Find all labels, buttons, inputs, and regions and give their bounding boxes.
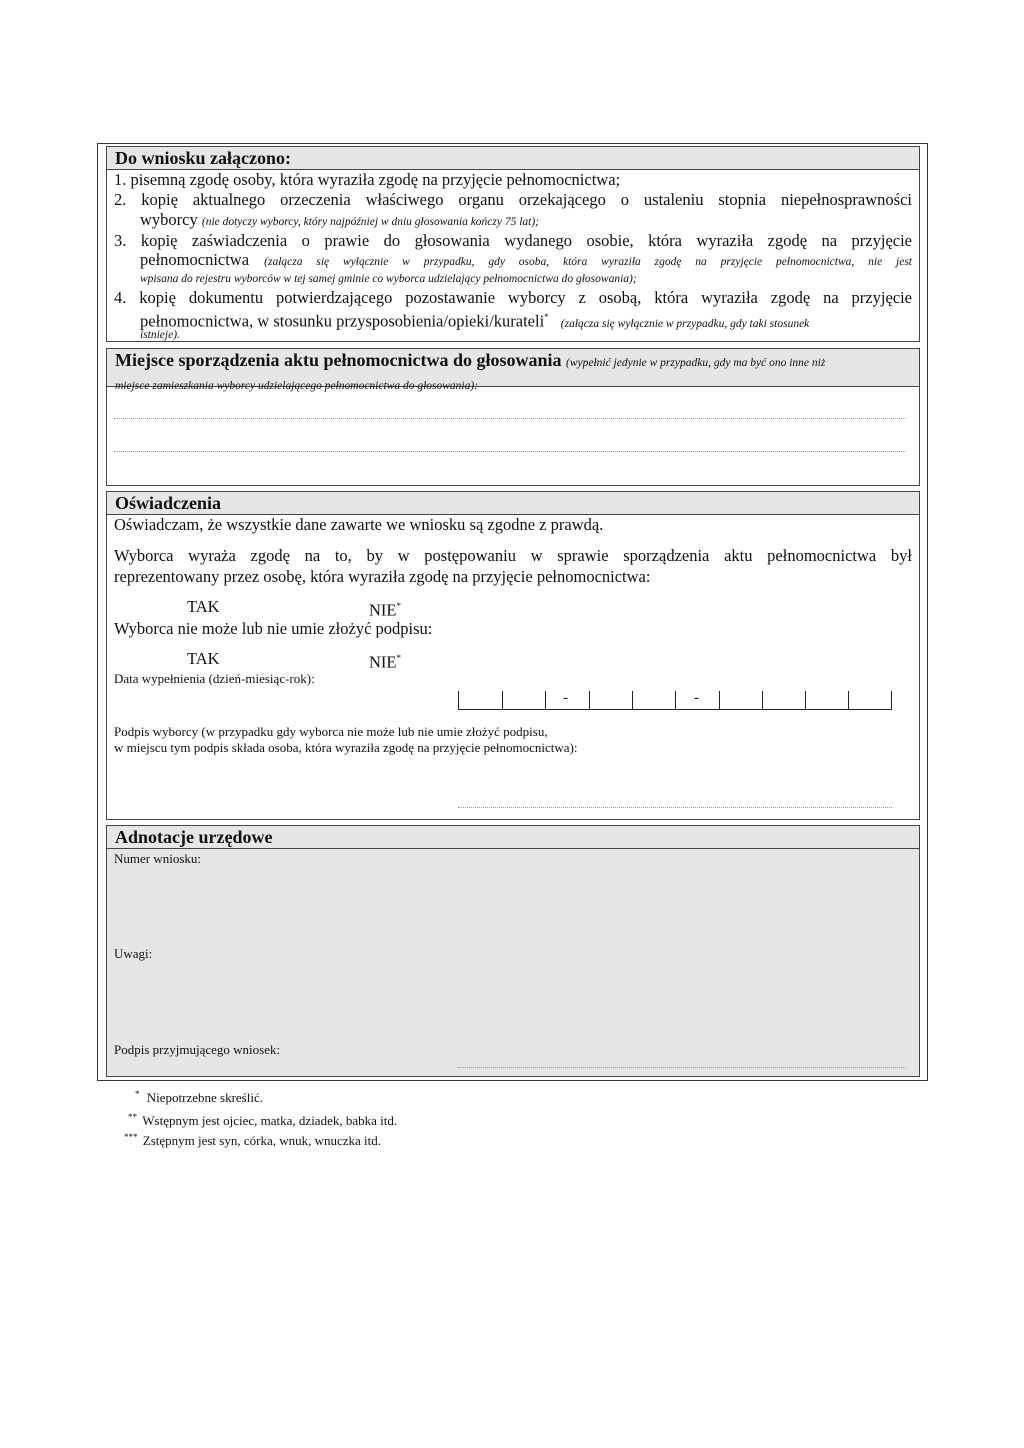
date-box-divider [805, 691, 806, 709]
attachment-item-4-line1: 4. kopię dokumentu potwierdzającego pozostawanie wyborcy z osobą, która wyraziła zgodę na przyjęcie [114, 288, 912, 307]
cannot-sign-no-option[interactable] [369, 649, 401, 672]
place-section [106, 348, 920, 486]
statements-section [106, 491, 920, 820]
attachment-item-2-line1: 2. kopię aktualnego orzeczenia właściwego organu orzekającego o ustaleniu stopnia niepełnosprawności [114, 190, 912, 209]
consent-yes-option[interactable]: TAK [187, 597, 220, 616]
receiver-signature-label: Podpis przyjmującego wniosek: [114, 1042, 281, 1057]
footnote-text: Zstępnym jest syn, córka, wnuk, wnuczka itd. [142, 1133, 382, 1149]
attachment-item-4-note: (załącza się wyłącznie w przypadku, gdy taki stosunek [560, 317, 810, 330]
attachment-item-3-text: pełnomocnictwa [140, 250, 250, 269]
signature-line[interactable] [458, 807, 892, 808]
place-title: Miejsce sporządzenia aktu pełnomocnictwa do głosowania [115, 350, 562, 370]
cannot-sign-label: Wyborca nie może lub nie umie złożyć podpisu: [114, 619, 433, 638]
place-input-line-1[interactable] [114, 418, 906, 419]
remarks-label: Uwagi: [114, 946, 153, 961]
date-label: Data wypełnienia (dzień-miesiąc-rok): [114, 671, 315, 686]
official-notes-title: Adnotacje urzędowe [107, 826, 919, 849]
attachment-item-4-line2 [140, 308, 912, 334]
statements-title: Oświadczenia [107, 492, 919, 515]
attachment-item-3-line1: 3. kopię zaświadczenia o prawie do głosowania wydanego osobie, która wyraziła zgodę na przyjęcie [114, 231, 912, 250]
footnote-mark: *** [124, 1132, 138, 1142]
place-input-line-2[interactable] [114, 451, 906, 452]
attachment-item-4-note-cont: istnieje). [140, 329, 180, 341]
signature-label-2: w miejscu tym podpis składa osoba, która wyraziła zgodę na przyjęcie pełnomocnictwa): [114, 740, 578, 755]
date-box-divider [545, 691, 546, 709]
attachment-item-2-text: wyborcy [140, 210, 198, 229]
footnote-marker: * [396, 653, 401, 663]
place-header [107, 349, 919, 392]
consent-line-1: Wyborca wyraża zgodę na to, by w postępowaniu w sprawie sporządzenia aktu pełnomocnictwa był [114, 546, 912, 565]
footnote-3 [124, 1129, 381, 1149]
consent-line-2: reprezentowany przez osobę, która wyraziła zgodę na przyjęcie pełnomocnictwa: [114, 567, 651, 586]
footnote-mark: ** [128, 1112, 137, 1122]
statement-truth: Oświadczam, że wszystkie dane zawarte we wniosku są zgodne z prawdą. [114, 515, 604, 534]
date-separator: - [563, 690, 568, 706]
attachment-item-1: 1. pisemną zgodę osoby, która wyraziła zgodę na przyjęcie pełnomocnictwa; [114, 170, 621, 189]
date-box-divider [458, 691, 459, 709]
date-box-divider [848, 691, 849, 709]
footnote-marker: * [544, 312, 549, 322]
footnote-2 [128, 1109, 397, 1129]
cannot-sign-yes-option[interactable]: TAK [187, 649, 220, 668]
consent-no-option[interactable] [369, 597, 401, 620]
footnote-mark: * [135, 1089, 140, 1099]
footnote-marker: * [396, 601, 401, 611]
attachment-item-3-line2 [140, 250, 912, 272]
date-box-divider [502, 691, 503, 709]
date-box-divider [762, 691, 763, 709]
date-box-divider [675, 691, 676, 709]
footnote-text: Wstępnym jest ojciec, matka, dziadek, babka itd. [142, 1113, 398, 1129]
attachment-item-3-note: (załącza się wyłącznie w przypadku, gdy osoba, która wyraziła zgodę na przyjęcie pełnomocnictwa, nie jest [264, 256, 913, 268]
attachment-item-3-note-cont: wpisana do rejestru wyborców w tej samej gminie co wyborca udzielający pełnomocnictwa do głosowania); [140, 273, 637, 285]
footnote-text: Niepotrzebne skreślić. [146, 1090, 263, 1106]
place-note-1: (wypełnić jedynie w przypadku, gdy ma być ono inne niż [565, 357, 826, 369]
date-box-divider [891, 691, 892, 709]
date-input-boxes[interactable] [458, 690, 892, 710]
attachment-item-2-note: (nie dotyczy wyborcy, który najpóźniej w dniu głosowania kończy 75 lat); [201, 216, 540, 228]
date-box-divider [632, 691, 633, 709]
date-separator: - [694, 690, 699, 706]
attachment-item-4-text: pełnomocnictwa, w stosunku przysposobienia/opieki/kurateli [140, 311, 545, 331]
application-number-label: Numer wniosku: [114, 851, 202, 866]
date-box-divider [589, 691, 590, 709]
place-note-2: miejsce zamieszkania wyborcy udzielającego pełnomocnictwa do głosowania): [115, 380, 479, 392]
receiver-signature-line[interactable] [458, 1067, 906, 1068]
footnote-1 [135, 1086, 263, 1106]
cannot-sign-no-label: NIE [369, 652, 397, 672]
attachment-item-2-line2 [140, 210, 539, 232]
signature-label-1: Podpis wyborcy (w przypadku gdy wyborca nie może lub nie umie złożyć podpisu, [114, 724, 548, 739]
attachments-title: Do wniosku załączono: [107, 147, 919, 170]
date-box-divider [719, 691, 720, 709]
consent-no-label: NIE [369, 600, 397, 620]
